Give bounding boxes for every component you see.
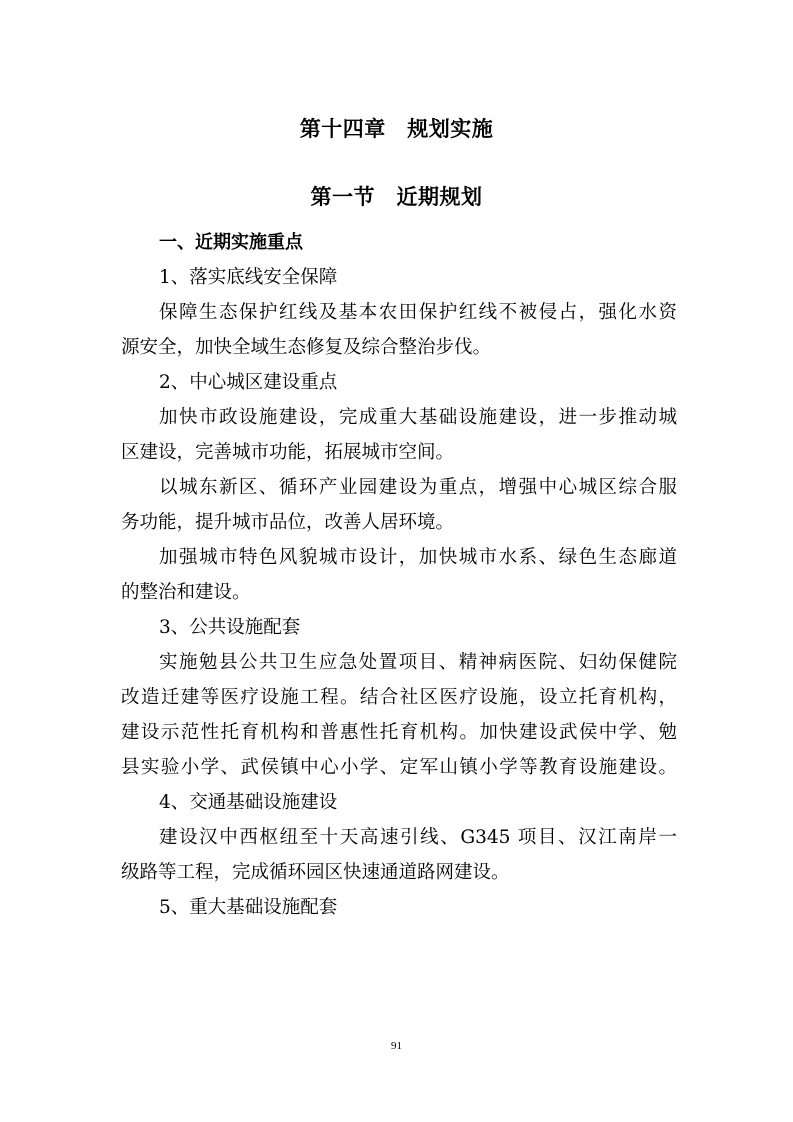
paragraph-line: 区建设，完善城市功能，拓展城市空间。 — [121, 442, 455, 463]
paragraph-line: 级路等工程，完成循环园区快速通道路网建设。 — [121, 862, 510, 883]
item-5-title: 5、重大基础设施配套 — [159, 897, 338, 918]
item-2-title: 2、中心城区建设重点 — [159, 372, 338, 393]
paragraph-line: 以城东新区、循环产业园建设为重点，增强中心城区综合服 — [159, 477, 677, 498]
document-body — [121, 225, 677, 925]
paragraph-line: 保障生态保护红线及基本农田保护红线不被侵占，强化水资 — [159, 302, 677, 323]
section-title: 第一节 近期规划 — [310, 185, 483, 209]
paragraph-line: 建设示范性托育机构和普惠性托育机构。加快建设武侯中学、勉 — [121, 722, 677, 743]
paragraph-line: 加强城市特色风貌城市设计，加快城市水系、绿色生态廊道 — [159, 547, 677, 568]
heading-near-term-focus: 一、近期实施重点 — [159, 232, 303, 253]
paragraph-line: 的整治和建设。 — [121, 582, 251, 603]
paragraph-line: 建设汉中西枢纽至十天高速引线、G345 项目、汉江南岸一 — [159, 827, 677, 848]
paragraph-line: 源安全，加快全域生态修复及综合整治步伐。 — [121, 337, 492, 358]
chapter-title: 第十四章 规划实施 — [299, 117, 494, 141]
paragraph-line: 实施勉县公共卫生应急处置项目、精神病医院、妇幼保健院 — [159, 652, 677, 673]
item-1-title: 1、落实底线安全保障 — [159, 267, 338, 288]
item-4-title: 4、交通基础设施建设 — [159, 792, 338, 813]
paragraph-line: 加快市政设施建设，完成重大基础设施建设，进一步推动城 — [159, 407, 677, 428]
page-number: 91 — [391, 1040, 402, 1052]
paragraph-line: 改造迁建等医疗设施工程。结合社区医疗设施，设立托育机构， — [121, 687, 677, 708]
item-3-title: 3、公共设施配套 — [159, 617, 301, 638]
paragraph-line: 务功能，提升城市品位，改善人居环境。 — [121, 512, 455, 533]
paragraph-line: 县实验小学、武侯镇中心小学、定军山镇小学等教育设施建设。 — [121, 757, 677, 778]
